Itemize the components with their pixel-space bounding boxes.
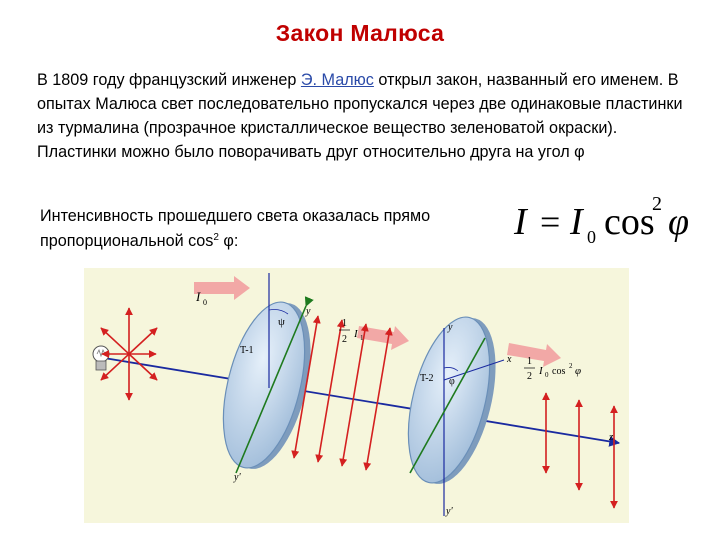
mid-intensity-label: I <box>354 328 358 340</box>
malus-diagram <box>84 268 629 523</box>
statement-exponent: 2 <box>213 232 219 243</box>
intro-text-end: открыл закон, названный его именем. В опытах Малюса свет последовательно пропускался через две одинаковые пластинки из турмалина (прозрачное кристаллическое вещество зеленоватой окраски). Пластинки можно было поворачивать друг относительно друга на угол φ <box>37 71 683 161</box>
psi-label: ψ <box>278 316 285 328</box>
plate2-label: T-2 <box>420 373 434 384</box>
formula-power: 2 <box>652 193 662 215</box>
statement-text: Интенсивность прошедшего света оказалась прямо пропорциональной cos <box>40 207 431 250</box>
formula-cos: cos <box>604 201 655 243</box>
formula-i0: I <box>570 201 583 243</box>
formula-lhs: I <box>514 201 527 243</box>
intro-paragraph <box>37 68 687 164</box>
malus-formula <box>510 190 700 250</box>
formula-i0-sub: 0 <box>587 227 596 247</box>
plate2-y-label: y <box>448 322 453 333</box>
plate2-y-prime-label: y' <box>446 506 453 517</box>
i0-label: I <box>196 289 201 304</box>
plate1-y-label: y <box>306 306 311 317</box>
plate2-x-label: x <box>507 354 512 365</box>
half-numerator-1: 1 <box>342 318 347 329</box>
malus-link[interactable]: Э. Малюс <box>300 71 374 89</box>
plate1-label: T-1 <box>240 345 254 356</box>
output-intensity-power: 2 <box>569 362 573 370</box>
output-intensity-phi: φ <box>575 365 582 377</box>
mid-intensity-sub: 1 <box>360 334 364 342</box>
z-axis-label: z <box>609 431 614 443</box>
formula-equals: = <box>540 202 561 242</box>
i0-label-sub: 0 <box>203 298 207 307</box>
output-intensity-cos: cos <box>552 366 566 377</box>
intro-text-start: В 1809 году французский инженер <box>37 71 301 89</box>
diagram-background <box>84 268 629 523</box>
plate1-y-prime-label: y' <box>234 472 241 483</box>
half-numerator-2: 1 <box>527 356 532 367</box>
page-title: Закон Малюса <box>275 20 445 46</box>
output-intensity-sub: 0 <box>545 371 549 379</box>
statement-suffix: φ: <box>218 232 239 250</box>
output-intensity-i: I <box>539 365 543 377</box>
phi-label: φ <box>449 376 455 387</box>
half-denominator-1: 2 <box>342 334 347 345</box>
half-denominator-2: 2 <box>527 371 532 382</box>
formula-phi: φ <box>668 201 690 243</box>
statement-paragraph <box>40 205 500 252</box>
